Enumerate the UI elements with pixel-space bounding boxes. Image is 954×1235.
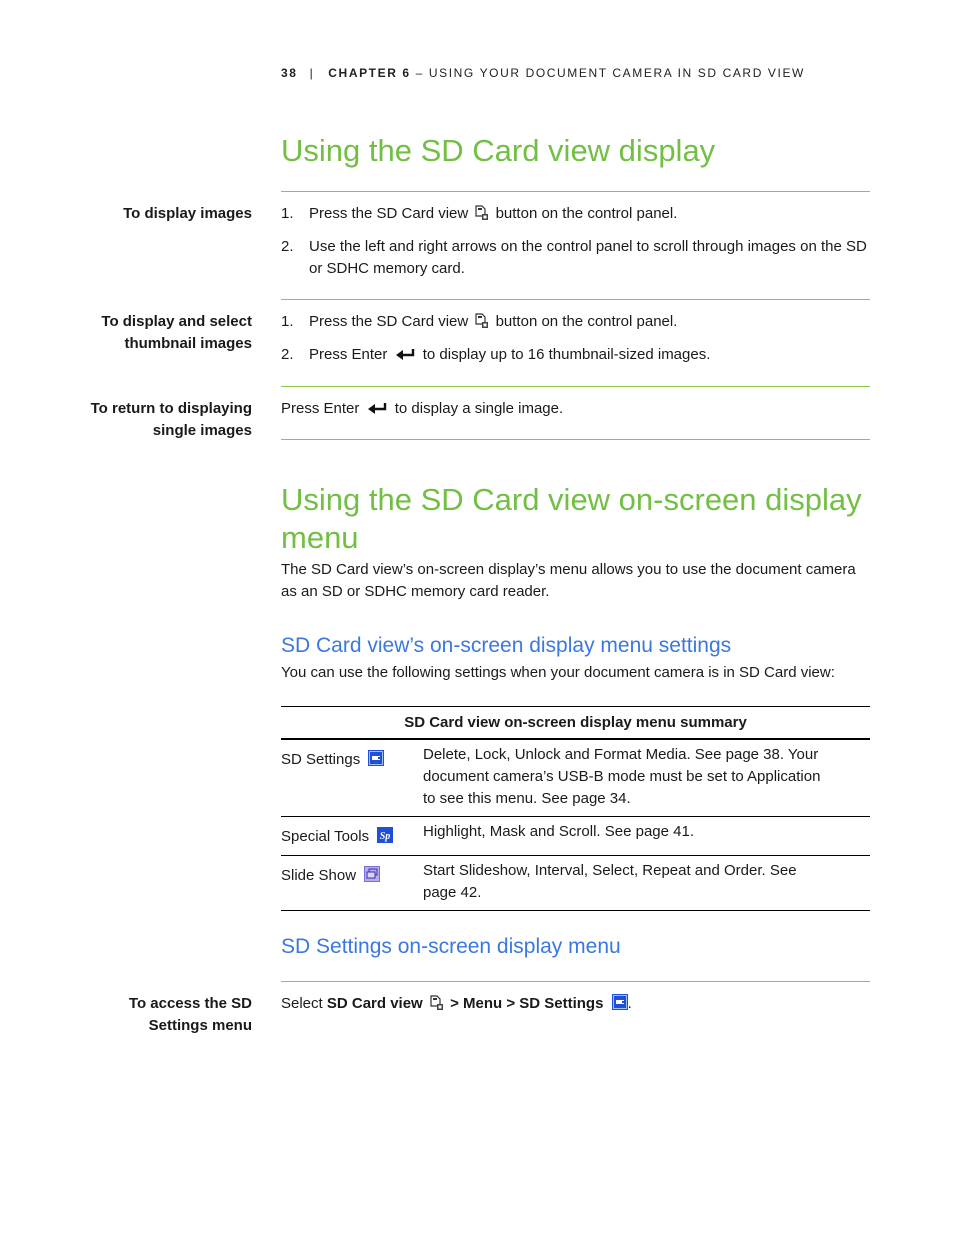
step-2 (281, 344, 870, 366)
chapter-label: CHAPTER 6 (328, 66, 411, 80)
task-label-line: To access the SD (128, 995, 252, 1012)
special-tools-icon (377, 827, 393, 843)
slide-show-icon (364, 866, 380, 882)
instruction-text: Press Enter (281, 400, 360, 417)
table-row (281, 856, 870, 911)
running-header (281, 66, 805, 80)
sd-card-view-icon (474, 205, 489, 221)
menu-name: Slide Show (281, 867, 357, 884)
task-instruction (281, 993, 632, 1015)
step-1 (281, 203, 870, 225)
task-label-line: To return to displaying (90, 400, 252, 417)
step-2 (281, 236, 870, 280)
table-caption: SD Card view on-screen display menu summary (281, 707, 870, 740)
step-text: Press the SD Card view (309, 205, 469, 222)
sd-settings-icon (368, 750, 384, 766)
sd-settings-icon (612, 994, 628, 1010)
subsection-title-sd-settings: SD Settings on-screen display menu (281, 935, 621, 958)
divider (281, 191, 870, 192)
step-text-cont: button on the control panel. (495, 313, 678, 330)
menu-name-cell (281, 739, 423, 817)
header-separator: | (309, 66, 315, 80)
step-text-cont: button on the control panel. (495, 205, 678, 222)
task-label-single-images (60, 398, 252, 441)
divider (281, 981, 870, 982)
enter-icon (367, 402, 388, 414)
instruction-text-cont: to display a single image. (394, 400, 564, 417)
task-label-display-images: To display images (123, 205, 252, 222)
section-title-display: Using the SD Card view display (281, 133, 716, 168)
menu-summary-table (281, 706, 870, 911)
menu-path: SD Card view (326, 995, 423, 1012)
step-text: Press Enter (309, 346, 388, 363)
menu-name-cell (281, 817, 423, 856)
menu-path-cont: > Menu > SD Settings (445, 995, 604, 1012)
section-title-osd-menu: Using the SD Card view on-screen display menu (281, 482, 862, 555)
task-instruction (281, 398, 563, 420)
step-text: Press the SD Card view (309, 313, 469, 330)
divider (281, 299, 870, 300)
task-label-line: To display and select (101, 313, 252, 330)
sd-card-view-icon (474, 313, 489, 329)
task-label-access-sd-settings (60, 993, 252, 1036)
step-1 (281, 311, 870, 333)
page-number: 38 (281, 66, 298, 80)
divider (281, 439, 870, 440)
sd-card-view-icon (429, 995, 444, 1011)
step-number: 1. (281, 205, 294, 222)
subsection-intro: You can use the following settings when your document camera is in SD Card view: (281, 664, 835, 681)
step-text-cont: to display up to 16 thumbnail-sized images. (422, 346, 711, 363)
chapter-title: – USING YOUR DOCUMENT CAMERA IN SD CARD VIEW (410, 66, 805, 80)
task-label-line: Settings menu (148, 1016, 252, 1034)
table-row (281, 817, 870, 856)
menu-description: Delete, Lock, Unlock and Format Media. See page 38. Your document camera’s USB-B mode must be set to Application to see this menu. See page 34. (423, 739, 870, 817)
task-label-line: single images (152, 421, 252, 439)
task-label-line: thumbnail images (124, 334, 252, 352)
menu-description: Start Slideshow, Interval, Select, Repeat and Order. See page 42. (423, 856, 870, 911)
menu-name: SD Settings (281, 751, 361, 768)
svg-text:Sp: Sp (380, 831, 391, 842)
task-label-thumbnails (60, 311, 252, 354)
step-number: 2. (281, 238, 294, 255)
step-number: 1. (281, 313, 294, 330)
subsection-title-settings: SD Card view’s on-screen display menu settings (281, 634, 732, 657)
step-number: 2. (281, 346, 294, 363)
section-intro: The SD Card view’s on-screen display’s menu allows you to use the document camera as an SD or SDHC memory card reader. (281, 561, 856, 600)
menu-description: Highlight, Mask and Scroll. See page 41. (423, 817, 870, 856)
instruction-end: . (627, 995, 632, 1012)
menu-name: Special Tools (281, 828, 370, 845)
divider (281, 386, 870, 387)
table-row (281, 739, 870, 817)
menu-name-cell (281, 856, 423, 911)
enter-icon (395, 348, 416, 360)
step-text: Use the left and right arrows on the control panel to scroll through images on the SD or SDHC memory card. (309, 238, 867, 277)
instruction-text: Select (281, 995, 327, 1012)
